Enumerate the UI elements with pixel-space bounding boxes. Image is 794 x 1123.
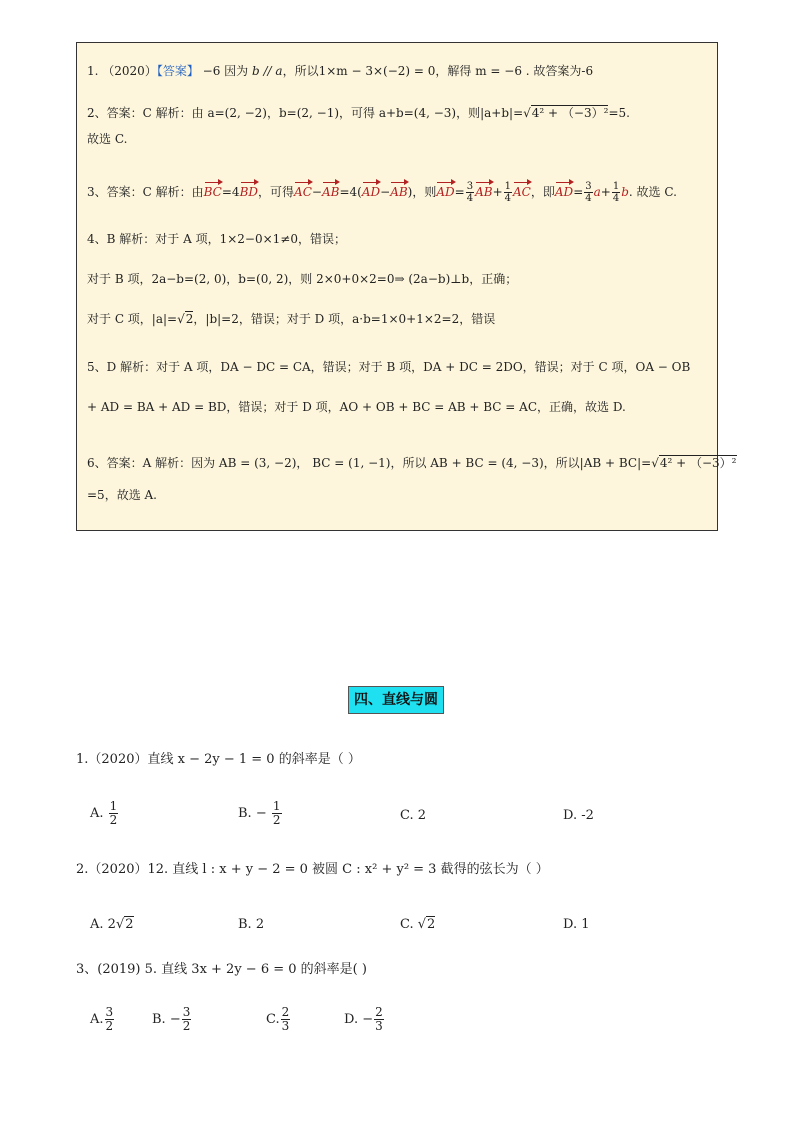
- fraction: [281, 1006, 291, 1033]
- fraction-den: 2: [109, 813, 118, 827]
- fraction-den: 2: [105, 1019, 114, 1033]
- fraction-den: 4: [585, 193, 592, 204]
- a3-eq1: =4: [221, 185, 240, 199]
- answer-4-line3: 对于 C 项，|a|=√2，|b|=2，错误；对于 D 项，a·b=1×0+1×2=2，错误: [87, 312, 496, 326]
- question-3-option-a: [90, 1006, 115, 1033]
- a6-l1a: 6、答案：A 解析：因为 AB = (3, −2)， BC = (1, −1)，所以 AB + BC = (4, −3)，所以|AB + BC|=: [87, 456, 652, 470]
- fraction-num: 1: [272, 799, 281, 813]
- option-label: B. −: [152, 1012, 181, 1027]
- a3-close: )，则: [407, 185, 437, 199]
- a4-sqrt: 2: [185, 312, 194, 326]
- sqrt-value: 2: [125, 917, 134, 932]
- answer-1-year: （2020）: [102, 64, 157, 78]
- a3-minus2: −: [380, 185, 391, 199]
- fraction-den: 4: [466, 193, 474, 204]
- vec-bd: BD: [239, 185, 259, 199]
- question-1-stem: 1.（2020）直线 x − 2y − 1 = 0 的斜率是（ ）: [76, 752, 361, 767]
- vec-ad: AD: [361, 185, 381, 199]
- fraction-num: 3: [466, 181, 474, 192]
- a3-eq3: =: [454, 185, 465, 199]
- fraction: [466, 181, 474, 204]
- answer-5-line2: + AD = BA + AD = BD，错误；对于 D 项，AO + OB + BC = AB + BC = AC，正确，故选 D.: [87, 400, 626, 414]
- fraction-num: 2: [375, 1005, 383, 1019]
- fraction: [109, 800, 119, 827]
- question-2-option-d: D. 1: [563, 917, 590, 932]
- answer-1: [87, 63, 593, 79]
- fraction: [182, 1006, 192, 1033]
- fraction: [272, 800, 282, 827]
- option-label: A.: [90, 806, 104, 821]
- a6-sqrt: 4² + （−3）²: [659, 456, 737, 470]
- a3-eq4: =: [573, 185, 584, 199]
- question-1-option-a: [90, 800, 119, 827]
- question-2-option-c: C. √2: [400, 917, 436, 932]
- fraction-num: 3: [105, 1005, 114, 1019]
- question-1-option-d: D. -2: [563, 808, 594, 823]
- answer-2: 2、答案：C 解析：由 a=(2, −2)，b=(2, −1)，可得 a+b=(4, −3)，则|a+b|=√4² + （−3）²=5.: [87, 106, 630, 120]
- answer-1-num: 1.: [87, 64, 99, 78]
- question-3-option-b: [152, 1006, 192, 1033]
- question-2-option-b: B. 2: [238, 917, 265, 932]
- vec-ac2: AC: [513, 185, 531, 199]
- vec-bc: BC: [203, 185, 222, 199]
- option-label: C.: [400, 917, 418, 932]
- fraction-num: 2: [281, 1005, 290, 1019]
- fraction-num: 1: [504, 181, 512, 192]
- fraction: [504, 181, 512, 204]
- question-1-option-b: [238, 800, 283, 827]
- answer-2-tail: =5.: [608, 106, 630, 120]
- a3-end: . 故选 C.: [628, 185, 677, 199]
- option-label: B. −: [238, 806, 267, 821]
- fraction-num: 1: [109, 799, 118, 813]
- fraction: [374, 1006, 384, 1033]
- section-title: 四、直线与圆: [348, 686, 444, 714]
- vec-ab2: AB: [390, 185, 408, 199]
- fraction: [612, 181, 620, 204]
- fraction-den: 4: [504, 193, 512, 204]
- a3-eq2: =4(: [339, 185, 362, 199]
- fraction-den: 2: [272, 813, 281, 827]
- vec-ac: AC: [294, 185, 312, 199]
- answer-4-line1: 4、B 解析：对于 A 项，1×2−0×1≠0，错误；: [87, 232, 346, 246]
- answer-2-sqrt: 4² + （−3）²: [531, 106, 609, 120]
- fraction-num: 3: [585, 181, 592, 192]
- a3-plus2: +: [600, 185, 611, 199]
- answer-5-line1: 5、D 解析：对于 A 项，DA − DC = CA，错误；对于 B 项，DA + DC = 2DO，错误；对于 C 项，OA − OB: [87, 360, 691, 374]
- a3-minus: −: [311, 185, 322, 199]
- option-label: A.: [90, 1012, 104, 1027]
- question-1-option-c: C. 2: [400, 808, 427, 823]
- a3-mid: ，可得: [258, 185, 295, 199]
- question-2-option-a: A. 2√2: [90, 917, 134, 932]
- a3-plus: +: [492, 185, 503, 199]
- question-3-option-c: [266, 1006, 291, 1033]
- vec-ad3: AD: [554, 185, 574, 199]
- option-label: A. 2: [90, 917, 116, 932]
- fraction-den: 4: [612, 193, 620, 204]
- option-label: C.: [266, 1012, 280, 1027]
- fraction-den: 3: [375, 1019, 383, 1033]
- answer-1-tag: 【答案】: [156, 64, 199, 78]
- fraction: [584, 181, 592, 204]
- option-label: D. −: [344, 1012, 374, 1027]
- a4-l3a: 对于 C 项，|a|=: [87, 312, 178, 326]
- question-2-stem: 2.（2020）12. 直线 l : x + y − 2 = 0 被圆 C : x² + y² = 3 截得的弦长为（ ）: [76, 862, 549, 877]
- a3-b: b: [621, 185, 629, 199]
- fraction-num: 1: [612, 181, 620, 192]
- answer-3: [87, 181, 677, 204]
- fraction-den: 3: [281, 1019, 290, 1033]
- a3-ji: ，即: [530, 185, 555, 199]
- a3-a: a: [593, 185, 601, 199]
- question-3-option-d: [344, 1006, 385, 1033]
- answer-6-line1: 6、答案：A 解析：因为 AB = (3, −2)， BC = (1, −1)，所以 AB + BC = (4, −3)，所以|AB + BC|=√4² + （−3）²: [87, 456, 737, 470]
- fraction: [105, 1006, 115, 1033]
- answer-1-text: −6 因为: [202, 64, 249, 78]
- answer-2-text: 2、答案：C 解析：由 a=(2, −2)，b=(2, −1)，可得 a+b=(4, −3)，则|a+b|=: [87, 106, 524, 120]
- a3-lead: 3、答案：C 解析：由: [87, 185, 204, 199]
- answer-box: [76, 42, 737, 531]
- answer-2-line2: 故选 C.: [87, 132, 128, 146]
- answer-6-line2: =5，故选 A.: [87, 488, 157, 502]
- vec-ab3: AB: [475, 185, 493, 199]
- vec-ad2: AD: [436, 185, 455, 199]
- sqrt-value: 2: [427, 917, 436, 932]
- question-3-stem: 3、(2019) 5. 直线 3x + 2y − 6 = 0 的斜率是( ): [76, 962, 367, 977]
- answer-4-line2: 对于 B 项，2a−b=(2, 0)，b=(0, 2)，则 2×0+0×2=0⇒ (2a−b)⊥b，正确；: [87, 272, 518, 286]
- answer-1-vec: b // a: [252, 64, 283, 78]
- fraction-den: 2: [182, 1019, 191, 1033]
- fraction-num: 3: [182, 1005, 191, 1019]
- a4-l3b: ，|b|=2，错误；对于 D 项，a·b=1×0+1×2=2，错误: [193, 312, 496, 326]
- answer-1-rest: ，所以1×m − 3×(−2) = 0，解得 m = −6 . 故答案为-6: [282, 64, 594, 78]
- vec-ab: AB: [321, 185, 340, 199]
